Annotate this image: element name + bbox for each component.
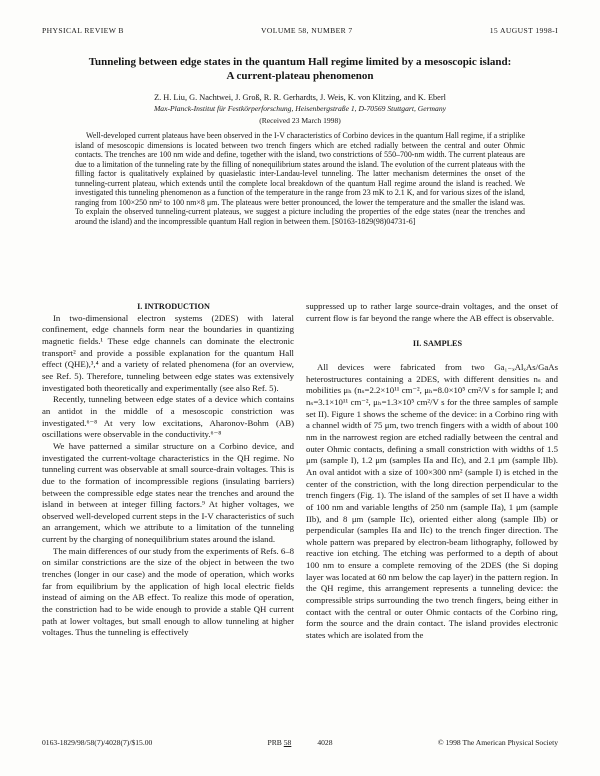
intro-paragraph-4: The main differences of our study from the experiments of Refs. 6–8 on similar constrictions are the size of the object in between the two trenches (longer in our case) and the mode of operation, which works far from equilibrium by the application of high local electric fields instead of aiming on the AB effect. To realize this mode of operation, the constriction had to be wide enough to provide a stable QH current path at lower voltages, but small enough to allow tunneling at higher voltages. Thus the tunneling is effectively — [42, 545, 294, 638]
issue-date: 15 AUGUST 1998-I — [489, 26, 558, 35]
copyright-notice: © 1998 The American Physical Society — [437, 738, 558, 747]
intro-paragraph-1: In two-dimensional electron systems (2DES) with lateral confinement, edge channels form near the boundaries in quantizing magnetic fields.¹ These edge channels can dominate the electronic transport² and provide a possible explanation for the quantum Hall effect (QHE),³,⁴ and a variety of related phenomena (for an overview, see Ref. 5). Therefore, tunneling between edge states was extensively investigated both theoretically and experimentally (see also Ref. 5). — [42, 312, 294, 393]
journal-abbreviation: PRB — [267, 738, 282, 747]
samples-paragraph-1: All devices were fabricated from two Ga₁₋ₓAlₓAs/GaAs heterostructures containing a 2DES, with different densities nₛ and mobilities μₕ (nₛ=2.2×10¹¹ cm⁻², μₕ=8.0×10⁵ cm²/V s for sample I; and nₛ=3.1×10¹¹ cm⁻², μₕ=1.3×10⁵ cm²/V s for the three samples of sample set II). Figure 1 shows the scheme of the device: in a Corbino ring with a channel width of 75 μm, two trench fingers with a width of about 100 nm in the narrowest region are etched radially between the central and outer Ohmic contacts, defining a small constriction with widths of 1.5 μm (sample I), 1.2 μm (samples IIa and IIc), and 2.1 μm (sample IIb). An oval antidot with a size of 100×300 nm² (sample I) is etched in the center of the constriction, with the long direction perpendicular to the trench fingers (Fig. 1). The island of the samples of set II have a width of 100 nm and variable lengths of 250 nm (sample IIa), 1 μm (sample IIb), and 8 μm (sample IIc), oriented either along (sample IIb) or perpendicular (samples IIa and IIc) to the trench finger direction. The whole pattern was prepared by electron-beam lithography, followed by reactive ion etching. The etching was performed to a depth of about 100 nm to ensure a complete removing of the 2DES (the Si doping layer was located at 60 nm below the cap layer) in the pattern region. In the QH regime, this arrangement represents a tunneling device: the compressible strips surrounding the two trench fingers, being either in contact with the central or outer Ohmic contacts of the Corbino ring, form the source and the drain contact. The island provides electronic states which are isolated from the — [306, 361, 558, 641]
issn-price-code: 0163-1829/98/58(7)/4028(7)/$15.00 — [42, 738, 153, 747]
authors-line: Z. H. Liu, G. Nachtwei, J. Groß, R. R. Gerhardts, J. Weis, K. von Klitzing, and K. Eberl — [154, 93, 446, 102]
paper-title — [42, 56, 558, 83]
right-column — [306, 301, 558, 725]
received-date: (Received 23 March 1998) — [259, 116, 341, 125]
intro-paragraph-3: We have patterned a similar structure on a Corbino device, and investigated the current-voltage characteristics in the QH regime. No tunneling current was observable at small source-drain voltages. This is due to the formation of incompressible regions (insulating barriers) between the compressible edge states near the trenches and around the island in between at integer filling factors.⁹ At higher voltages, we observed well-developed current steps in the I-V characteristics of such an arrangement, which we attribute to a limitation of the tunneling current by the charging of nonequilibrium states around the island. — [42, 440, 294, 545]
affiliation-line: Max-Planck-Institut für Festkörperforschung, Heisenbergstraße 1, D-70569 Stuttgart, Germany — [153, 104, 447, 113]
journal-name: PHYSICAL REVIEW B — [42, 26, 124, 35]
section-heading-samples: II. SAMPLES — [412, 339, 463, 349]
page-footer — [42, 738, 558, 747]
section-heading-introduction: I. INTRODUCTION — [137, 302, 210, 311]
left-column — [42, 301, 294, 725]
journal-volume-ref — [267, 738, 291, 747]
footer-center — [214, 738, 386, 747]
intro-paragraph-2: Recently, tunneling between edge states of a device which contains an antidot in the middle of a mesoscopic constriction was investigated.⁶⁻⁸ At very low excitations, Aharonov-Bohm (AB) oscillations were observable in the conductivity.⁶⁻⁸ — [42, 394, 294, 440]
intro-paragraph-4-continued: suppressed up to rather large source-drain voltages, and the onset of current flow is far beyond the range where the AB effect is observable. — [306, 301, 558, 323]
page-header — [42, 26, 558, 35]
paper-title-line2: A current-plateau phenomenon — [226, 69, 374, 82]
body-columns — [42, 301, 558, 725]
abstract-text: Well-developed current plateaus have been observed in the I-V characteristics of Corbino devices in the quantum Hall regime, if a striplike island of mesoscopic dimensions is located between two trench fingers which are etched radially between the central and outer Ohmic contacts. The trenches are 100 nm wide and define, together with the island, two constrictions of 550–700-nm width. The current plateaus are due to a limitation of the tunneling rate by the filling of nonequilibrium states around the island. The evolution of the current plateaus with the filling factor is qualitatively explained by quasielastic inter-Landau-level tunneling. The latter mechanism determines the onset of the tunneling-current plateau, which extends until the complete local breakdown of the quantum Hall regime around the island is reached. We investigated this tunneling phenomenon as a function of the temperature in the range from 23 mK to 2.1 K, and for various sizes of the island, ranging from 100×250 nm² to 100 nm×8 μm. The plateaus were better pronounced, the lower the temperature and the smaller the island was. To explain the observed tunneling-current plateaus, we suggest a picture including the properties of the edge states (near the trenches and around the island) and the incompressible quantum Hall region in between them. [S0163-1829(98)04731-6] — [75, 131, 525, 226]
paper-title-line1: Tunneling between edge states in the quantum Hall regime limited by a mesoscopic island: — [88, 56, 512, 68]
volume-number: 58 — [283, 738, 292, 747]
page-number: 4028 — [317, 738, 333, 747]
volume-issue: VOLUME 58, NUMBER 7 — [261, 26, 353, 35]
